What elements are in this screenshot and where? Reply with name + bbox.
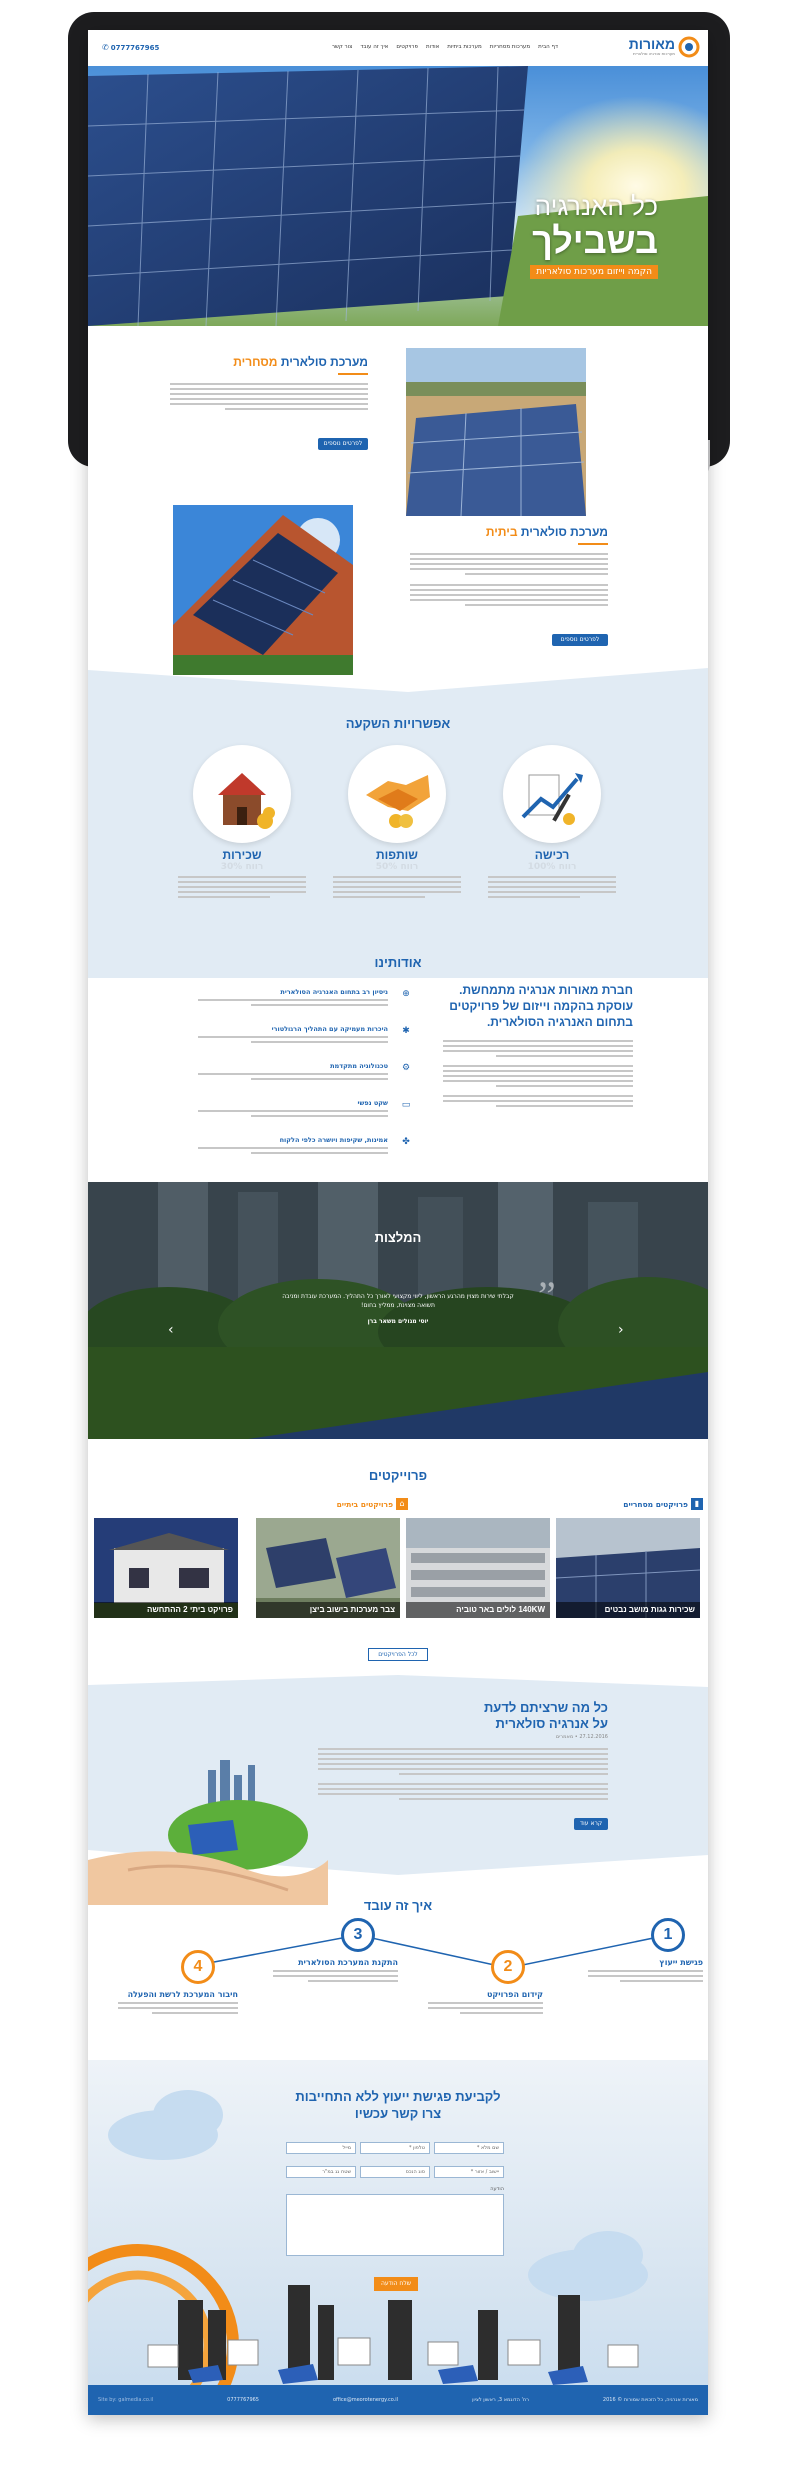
hero-banner: [88, 66, 708, 326]
investment-option-rent: [178, 848, 306, 901]
knowledge-title-line2: על אנרגיה סולארית: [495, 1716, 608, 1731]
feature-experience-title: ניסיון רב בתחום האנרגיה הסולארית: [280, 988, 388, 996]
project-card[interactable]: [94, 1518, 238, 1618]
feature-reliability-title: אמינות, שקיפות ויושרה כלפי הלקוח: [279, 1136, 388, 1144]
footer-address: רח' הדוגמא 3, ראשון לציון: [472, 2397, 529, 2403]
project-title: 140KW לולים באר טוביה: [406, 1602, 550, 1618]
slider-next-arrow-icon[interactable]: ›: [618, 1322, 624, 1338]
investment-purchase-icon: [503, 745, 601, 843]
nav-how[interactable]: איך זה עובד: [360, 44, 389, 50]
phone-number: 0777767965: [110, 43, 160, 52]
header-phone[interactable]: [102, 43, 159, 52]
logo-tagline: מערכות אנרגיה סולארית: [633, 51, 675, 56]
step-2: [428, 1990, 543, 2017]
nav-residential[interactable]: מערכות ביתיות: [447, 44, 482, 50]
partnership-title: שותפות: [376, 848, 418, 862]
step-2-number: 2: [491, 1950, 525, 1984]
project-card[interactable]: [256, 1518, 400, 1618]
step-4-number: 4: [181, 1950, 215, 1984]
rent-subtitle: 30% רווח: [220, 862, 264, 872]
monitor-icon: ▭: [401, 1100, 411, 1110]
contact-title-line2: צרו קשר עכשיו: [354, 2106, 442, 2121]
hero-subtitle-badge: הקמה וייזום מערכות סולאריות: [530, 265, 658, 279]
contact-heading: [88, 2088, 708, 2122]
residential-more-button[interactable]: לפרטים נוספים: [552, 634, 608, 646]
footer-credit[interactable]: Site by: galmedia.co.il: [98, 2397, 154, 2403]
site-header: [88, 30, 708, 66]
city-park-background: [88, 1182, 708, 1439]
investment-title: אפשרויות השקעה: [345, 716, 451, 731]
testimonials-section: [88, 1182, 708, 1439]
feature-regulation-title: היכרות מעמיקה עם התהליך הרגולטורי: [271, 1025, 388, 1033]
logo[interactable]: [629, 36, 700, 58]
hero-text: [398, 191, 658, 279]
about-features: [198, 988, 388, 1173]
knowledge-text: [318, 1700, 608, 1803]
property-type-field[interactable]: סוג הנכס: [360, 2166, 430, 2178]
handshake-icon: ✤: [402, 1137, 410, 1147]
building-icon: ▮: [691, 1498, 703, 1510]
commercial-text: [170, 355, 368, 413]
feature-peace-of-mind: [198, 1099, 388, 1136]
feature-peace-title: שקט נפשי: [357, 1099, 388, 1107]
residential-category-label: פרויקטים ביתיים: [336, 1499, 393, 1509]
knowledge-title-line1: כל מה שרציתם לדעת: [483, 1700, 608, 1715]
rent-title: שכירות: [222, 848, 262, 862]
purchase-subtitle: 100% רווח: [527, 862, 577, 872]
projects-residential-category[interactable]: [337, 1498, 408, 1510]
hero-title-line2: בשבילך: [532, 220, 658, 261]
how-title: איך זה עובד: [363, 1898, 433, 1913]
testimonials-title: המלצות: [374, 1230, 422, 1245]
step-1-number: 1: [651, 1918, 685, 1952]
step-4-title: חיבור המערכת לרשת והפעלה: [127, 1990, 238, 1999]
website-page: [88, 30, 708, 2415]
residential-title: מערכת סולארית ביתית: [485, 525, 608, 539]
projects-title: פרוייקטים: [368, 1468, 428, 1483]
testimonial-author: יוסי מגולים משאר ברן: [367, 1318, 429, 1325]
footer-copyright: מאורות אנרגיה, כל הזכויות שמורות © 2016: [602, 2397, 698, 2403]
message-label: הודעה: [490, 2186, 504, 2192]
full-name-field[interactable]: שם מלא *: [434, 2142, 504, 2154]
contact-title-line1: לקביעת פגישת ייעוץ ללא התחייבות: [295, 2089, 501, 2104]
feature-experience: [198, 988, 388, 1025]
step-1-title: פגישת ייעוץ: [659, 1958, 703, 1967]
project-title: צבר מערכות בישוב ביצן: [256, 1602, 400, 1618]
knowledge-date: 27.12.2016 • מאמרים: [555, 1734, 608, 1740]
roof-area-field[interactable]: שטח גג במ"ר: [286, 2166, 356, 2178]
nav-contact[interactable]: צור קשר: [331, 44, 353, 50]
commercial-category-label: פרויקטים מסחריים: [623, 1499, 688, 1509]
residential-text: [410, 525, 608, 609]
commercial-more-button[interactable]: לפרטים נוספים: [318, 438, 368, 450]
sun-logo-icon: [678, 36, 700, 58]
all-projects-button[interactable]: לכל הפרויקטים: [368, 1648, 428, 1661]
step-3-number: 3: [341, 1918, 375, 1952]
network-icon: ✱: [402, 1026, 410, 1036]
hero-title-line1: כל האנרגיה: [534, 191, 658, 221]
investment-partnership-icon: [348, 745, 446, 843]
phone-icon: ✆: [102, 43, 109, 52]
home-icon: ⌂: [396, 1498, 408, 1510]
step-2-title: קידום הפרויקט: [486, 1990, 543, 1999]
testimonial-quote: קבלתי שירות מצוין מהרגע הראשון, ליווי מקצועי לאורך כל התהליך. המערכת עובדת ומניבה תשואה מצוינת, ממליץ בחום!: [282, 1293, 514, 1309]
commercial-solar-photo: [406, 348, 586, 516]
phone-field[interactable]: טלפון *: [360, 2142, 430, 2154]
investment-option-partnership: [333, 848, 461, 901]
slider-prev-arrow-icon[interactable]: ‹: [168, 1322, 174, 1338]
about-headline: חברת מאורות אנרגיה מתמחשת. עוסקת בהקמה וייזום של פרויקטים בתחום האנרגיה הסולארית.: [449, 983, 633, 1029]
step-3-title: התקנת המערכת הסולארית: [298, 1958, 398, 1967]
project-card[interactable]: [556, 1518, 700, 1618]
step-4: [118, 1990, 238, 2017]
submit-button[interactable]: שלח הודעה: [374, 2277, 418, 2291]
main-nav: [324, 44, 558, 50]
step-1: [588, 1958, 703, 1985]
projects-commercial-category[interactable]: [623, 1498, 703, 1510]
commercial-title: מערכת סולארית מסחרית: [233, 355, 368, 369]
nav-about[interactable]: אודות: [425, 44, 440, 50]
footer-phone[interactable]: 0777767965: [227, 2397, 259, 2403]
about-title: אודותינו: [374, 955, 422, 970]
purchase-title: רכישה: [534, 848, 570, 862]
message-textarea[interactable]: [286, 2194, 504, 2256]
antenna-icon: ⊕: [402, 989, 410, 999]
nav-projects[interactable]: פרויקטים: [396, 44, 418, 50]
gear-icon: ⚙: [401, 1063, 411, 1073]
footer-email[interactable]: office@meorotenergy.co.il: [332, 2397, 399, 2403]
site-footer: [88, 2385, 708, 2415]
read-more-button[interactable]: קרא עוד: [574, 1818, 608, 1830]
feature-technology-title: טכנולוגיה מתקדמת: [330, 1062, 388, 1070]
city-field[interactable]: יישוב / אזור *: [434, 2166, 504, 2178]
project-card[interactable]: [406, 1518, 550, 1618]
hands-earth-illustration: [88, 1750, 328, 1905]
partnership-subtitle: 50% רווח: [375, 862, 419, 872]
feature-regulation: [198, 1025, 388, 1062]
feature-technology: [198, 1062, 388, 1099]
quote-icon: ”: [538, 1273, 556, 1318]
project-title: שכירות גגות מושב נבטים: [556, 1602, 700, 1618]
logo-text: מאורות: [628, 36, 675, 52]
nav-home[interactable]: דף הבית: [538, 44, 558, 50]
about-main-text: [443, 982, 633, 1110]
step-3: [273, 1958, 398, 1985]
nav-commercial[interactable]: מערכות מסחריות: [489, 44, 531, 50]
investment-option-purchase: [488, 848, 616, 901]
email-field[interactable]: מייל: [286, 2142, 356, 2154]
investment-rent-icon: [193, 745, 291, 843]
feature-reliability: [198, 1136, 388, 1173]
project-title: פרויקט ביתי 2 ההתחשה: [94, 1602, 238, 1618]
